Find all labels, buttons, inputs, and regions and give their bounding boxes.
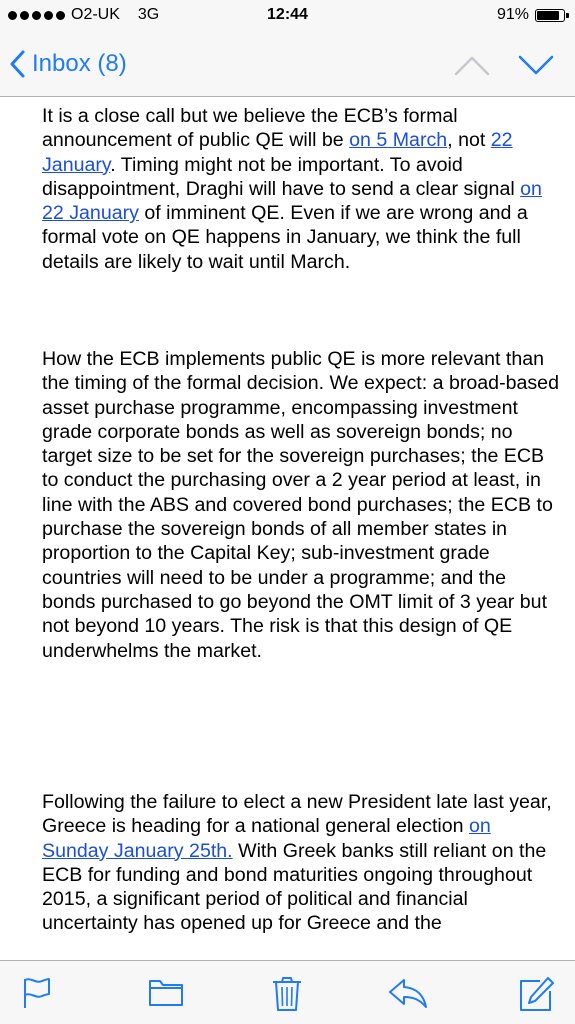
move-to-folder-button[interactable]: [148, 977, 184, 1012]
back-label: Inbox (8): [32, 50, 127, 77]
link-on-22-january[interactable]: on 22 January: [42, 177, 542, 225]
next-message-button[interactable]: [518, 54, 554, 81]
reply-button[interactable]: [388, 977, 428, 1014]
link-22-january[interactable]: 22 January: [42, 129, 513, 176]
paragraph-1: [42, 104, 562, 274]
folder-icon: [148, 977, 184, 1007]
reply-icon: [388, 977, 428, 1009]
p1-text-1: It is a close call but we believe the ECB’s formal announcement of public QE will be: [42, 105, 458, 152]
status-time: 12:44: [267, 6, 308, 23]
email-body[interactable]: [0, 97, 575, 960]
trash-icon: [272, 977, 302, 1011]
p1-text-2: , not: [447, 129, 491, 152]
link-on-5-march[interactable]: on 5 March: [349, 129, 448, 152]
p3-text-2: With Greek banks still reliant on the ECB for funding and bond maturities ongoing throughout 2015, a significant period of political and financial uncertainty has opened up for Greece and the: [42, 839, 547, 935]
back-to-inbox-button[interactable]: [10, 50, 127, 78]
paragraph-3: [42, 790, 562, 936]
trash-button[interactable]: [272, 977, 302, 1016]
compose-icon: [518, 977, 554, 1013]
navigation-bar: [0, 36, 575, 97]
flag-icon: [22, 977, 52, 1009]
flag-button[interactable]: [22, 977, 52, 1014]
p1-text-4: of imminent QE. Even if we are wrong and a formal vote on QE happens in January, we think the full details are likely to wait until March.: [42, 202, 528, 273]
link-on-sunday-january-25th[interactable]: on Sunday January 25th.: [42, 815, 491, 862]
previous-message-button[interactable]: [454, 54, 490, 81]
battery-icon: [535, 9, 565, 22]
status-bar: [0, 0, 575, 36]
bottom-toolbar: [0, 960, 575, 1024]
p3-text-1: Following the failure to elect a new President late last year, Greece is heading for a national general election: [42, 791, 552, 838]
paragraph-2: How the ECB implements public QE is more relevant than the timing of the formal decision. We expect: a broad-based asset purchase programme, encompassing investment grade corporate bonds as well as sovereign bonds; no target size to be set for the sovereign purchases; the ECB to conduct the purchasing over a 2 year period at least, in line with the ABS and covered bond purchases; the ECB to purchase the sovereign bonds of all member states in proportion to the Capital Key; sub-investment grade countries will need to be under a programme; and the bonds purchased to go beyond the OMT limit of 3 year but not beyond 10 years. The risk is that this design of QE underwhelms the market.: [42, 348, 559, 662]
battery-percent: 91%: [496, 6, 529, 23]
chevron-up-icon: [454, 54, 490, 76]
chevron-down-icon: [518, 54, 554, 76]
carrier-name: O2-UK: [71, 6, 120, 23]
chevron-left-icon: [10, 50, 26, 78]
compose-button[interactable]: [518, 977, 554, 1018]
network-type: 3G: [137, 6, 160, 23]
p1-text-3: . Timing might not be important. To avoid disappointment, Draghi will have to send a clear signal: [42, 153, 521, 200]
battery-fill: [537, 11, 559, 20]
status-right: [497, 6, 565, 24]
